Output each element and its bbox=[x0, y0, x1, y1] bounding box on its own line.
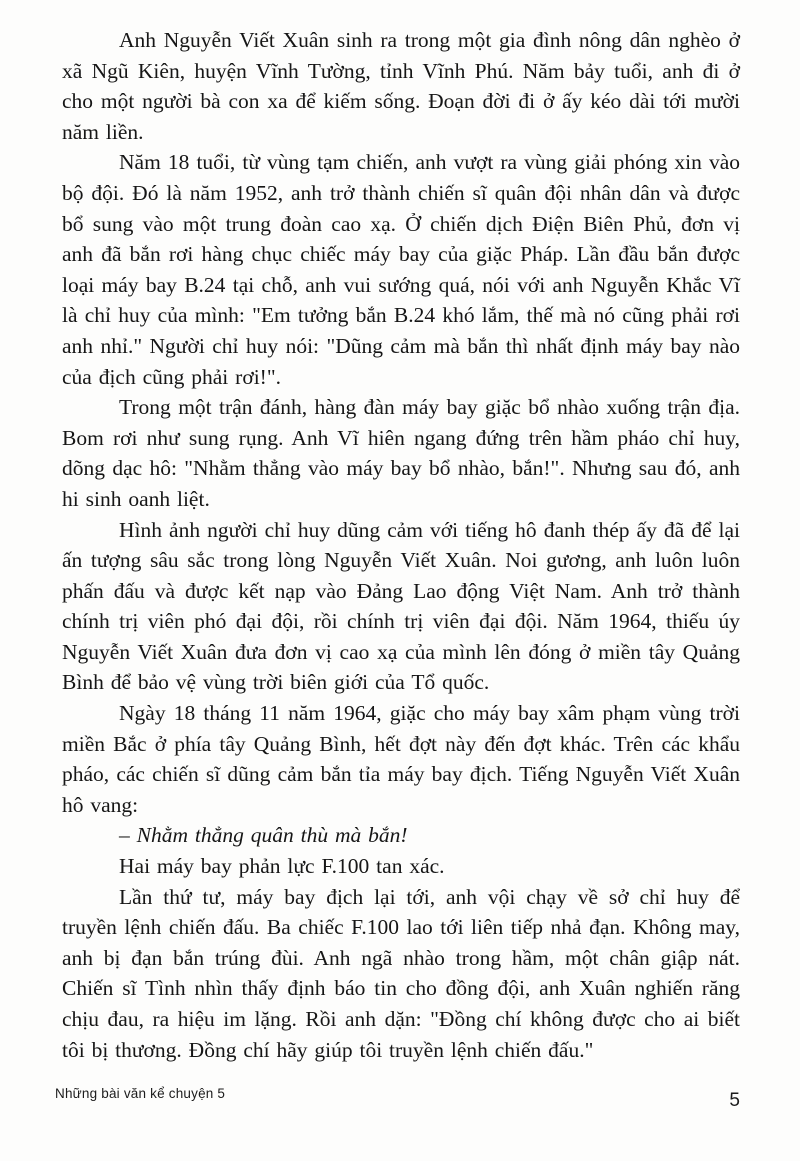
page-number: 5 bbox=[729, 1090, 740, 1111]
story-paragraph-3: Trong một trận đánh, hàng đàn máy bay giặc bổ nhào xuống trận địa. Bom rơi như sung rụng. Anh Vĩ hiên ngang đứng trên hầm pháo chỉ huy, dõng dạc hô: "Nhằm thẳng vào máy bay bổ nhào, bắn!". Nhưng sau đó, anh hi sinh oanh liệt. bbox=[62, 395, 740, 511]
story-paragraph-8: Lần thứ tư, máy bay địch lại tới, anh vội chạy về sở chỉ huy để truyền lệnh chiến đấu. Ba chiếc F.100 lao tới liên tiếp nhả đạn. Không may, anh bị đạn bắn trúng đùi. Anh ngã nhào trong hầm, một chân giập nát. Chiến sĩ Tình nhìn thấy định báo tin cho đồng đội, anh Xuân nghiến răng chịu đau, ra hiệu im lặng. Rồi anh dặn: "Đồng chí không được cho ai biết tôi bị thương. Đồng chí hãy giúp tôi truyền lệnh chiến đấu." bbox=[62, 884, 740, 1062]
story-paragraph-2: Năm 18 tuổi, từ vùng tạm chiến, anh vượt ra vùng giải phóng xin vào bộ đội. Đó là năm 1952, anh trở thành chiến sĩ quân đội nhân dân và được bổ sung vào một trung đoàn cao xạ. Ở chiến dịch Điện Biên Phủ, đơn vị anh đã bắn rơi hàng chục chiếc máy bay của giặc Pháp. Lần đầu bắn được loại máy bay B.24 tại chỗ, anh vui sướng quá, nói với anh Nguyễn Khắc Vĩ là chỉ huy của mình: "Em tưởng bắn B.24 khó lắm, thế mà nó cũng phải rơi anh nhỉ." Người chỉ huy nói: "Dũng cảm mà bắn thì nhất định máy bay nào của địch cũng phải rơi!". bbox=[62, 150, 740, 389]
story-text-block bbox=[62, 25, 740, 1065]
story-dialogue-line: – Nhằm thẳng quân thù mà bắn! bbox=[119, 823, 408, 848]
story-paragraph-1: Anh Nguyễn Viết Xuân sinh ra trong một gia đình nông dân nghèo ở xã Ngũ Kiên, huyện Vĩnh Tường, tỉnh Vĩnh Phú. Năm bảy tuổi, anh đi ở cho một người bà con xa để kiếm sống. Đoạn đời đi ở ấy kéo dài tới mười năm liền. bbox=[62, 28, 740, 144]
footer-book-title: Những bài văn kể chuyện 5 bbox=[55, 1086, 226, 1101]
story-paragraph-5: Ngày 18 tháng 11 năm 1964, giặc cho máy bay xâm phạm vùng trời miền Bắc ở phía tây Quảng Bình, hết đợt này đến đợt khác. Trên các khẩu pháo, các chiến sĩ dũng cảm bắn tỉa máy bay địch. Tiếng Nguyễn Viết Xuân hô vang: bbox=[62, 701, 740, 817]
page-footer bbox=[55, 1086, 740, 1112]
story-paragraph-4: Hình ảnh người chỉ huy dũng cảm với tiếng hô đanh thép ấy đã để lại ấn tượng sâu sắc trong lòng Nguyễn Viết Xuân. Noi gương, anh luôn luôn phấn đấu và được kết nạp vào Đảng Lao động Việt Nam. Anh trở thành chính trị viên phó đại đội, rồi chính trị viên đại đội. Năm 1964, thiếu úy Nguyễn Viết Xuân đưa đơn vị cao xạ của mình lên đóng ở miền tây Quảng Bình để bảo vệ vùng trời biên giới của Tổ quốc. bbox=[62, 517, 740, 695]
story-paragraph-7: Hai máy bay phản lực F.100 tan xác. bbox=[119, 854, 445, 879]
